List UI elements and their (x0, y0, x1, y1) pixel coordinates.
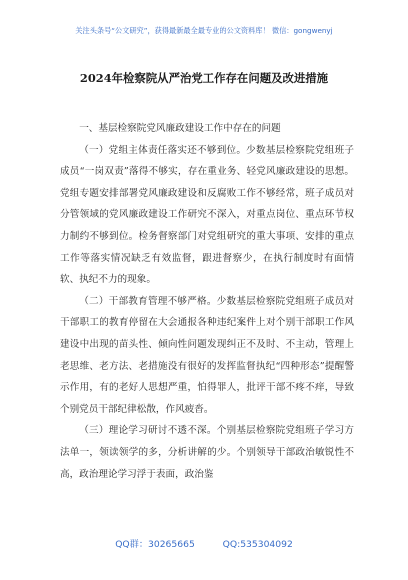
paragraph: （三）理论学习研讨不透不深。个别基层检察院党组班子学习方法单一，领读领学的多，分析讲解的少。个别领导干部政治敏锐性不高，政治理论学习浮于表面，政治鉴 (60, 425, 354, 480)
document-body (60, 118, 354, 485)
footer-qq: QQ:535304092 (222, 539, 293, 550)
footer-qq-group: QQ群：30265665 (115, 539, 195, 550)
paragraph: （二）干部教育管理不够严格。少数基层检察院党组班子成员对干部职工的教育停留在大会通报各种违纪案件上对个别干部职工作风建设中出现的苗头性、倾向性问题发现纠正不及时、不主动，管理上老思维、老方法、老措施没有很好的发挥监督执纪“四种形态”提醒警示作用，有的老好人思想严重，怕得罪人，批评干部不疼不痒，导致个别党员干部纪律松散，作风疲沓。 (60, 295, 354, 415)
paragraph: （一）党组主体责任落实还不够到位。少数基层检察院党组班子成员“一岗双责”落得不够实，存在重业务、轻党风廉政建设的思想。党组专题安排部署党风廉政建设和反腐败工作不够经常，班子成员对分管领域的党风廉政建设工作研究不深入，对重点岗位、重点环节权力制约不够到位。检务督察部门对党组研究的重大事项、安排的重点工作等落实情况缺乏有效监督，跟进督察少，在执行制度时有面情软、执纪不力的现象。 (60, 144, 354, 286)
header-note: 关注头条号“公文研究”，获得最新最全最专业的公文资料库！ 微信：gongwenyj (75, 26, 333, 35)
section-heading: 一、基层检察院党风廉政建设工作中存在的问题 (79, 123, 281, 134)
footer-contact (0, 536, 408, 550)
document-title: 2024年检察院从严治党工作存在问题及改进措施 (79, 71, 329, 85)
